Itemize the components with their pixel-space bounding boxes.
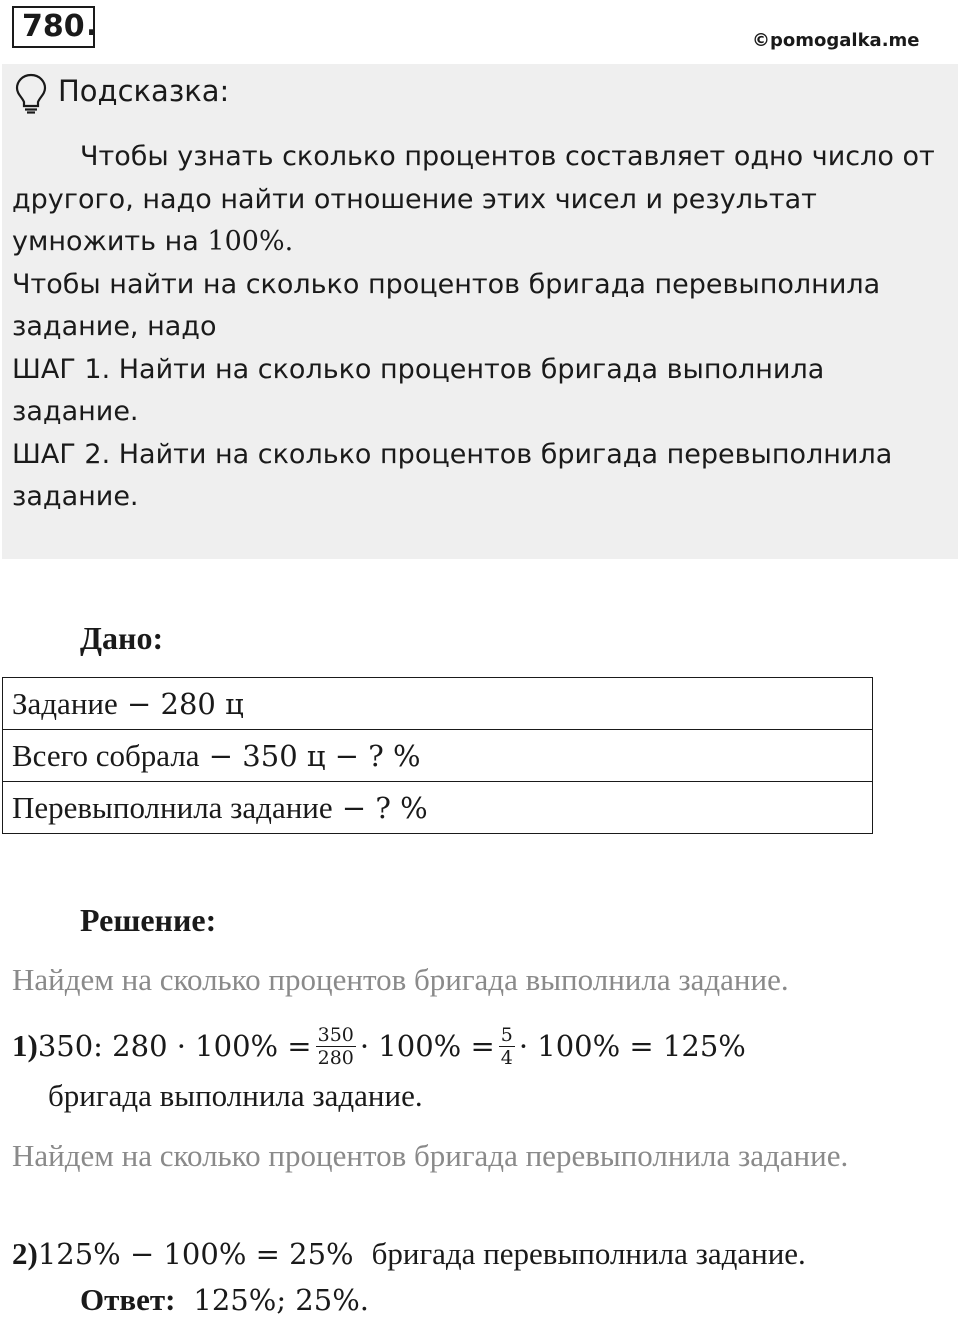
step-1-number: 1) (12, 1028, 38, 1063)
given-row-label: Всего собрала (12, 737, 200, 773)
fraction-numerator: 5 (500, 1023, 513, 1046)
hint-title: Подсказка: (58, 74, 230, 108)
step-1-result: бригада выполнила задание. (48, 1078, 423, 1113)
task-number-dot: . (86, 8, 98, 43)
step-1-note: Найдем на сколько процентов бригада выполнила задание. (12, 962, 789, 997)
hint-step-2-text: Найти на сколько процентов бригада перевыполнила задание. (12, 438, 893, 512)
hint-step-1-label: ШАГ 1. (12, 353, 111, 385)
hint-text (12, 136, 948, 519)
task-number: 780 (12, 6, 95, 48)
answer-value: 125%; 25%. (193, 1283, 369, 1317)
given-row (3, 678, 873, 730)
step-1-expr-end: · 100% = 125% (518, 1029, 746, 1063)
hint-paragraph-1-text: Чтобы узнать сколько процентов составляет одно число от другого, надо найти отношение этих чисел и результат умножить на (12, 141, 935, 257)
solution-title: Решение: (80, 902, 217, 938)
given-table (2, 677, 873, 834)
step-1-expr-start: 350: 280 · 100% = (37, 1029, 312, 1063)
step-2-number: 2) (12, 1236, 38, 1271)
given-cell (3, 782, 873, 834)
step-1-expression (38, 1024, 746, 1069)
given-row-label: Задание (12, 685, 118, 721)
step-1-expr-mid: · 100% = (359, 1029, 495, 1063)
given-cell (3, 730, 873, 782)
given-row (3, 782, 873, 834)
step-2-expression: 125% − 100% = 25% (37, 1237, 354, 1271)
given-row-value: − 350 ц − ? % (199, 738, 421, 773)
hint-step-1-text: Найти на сколько процентов бригада выполнила задание. (12, 353, 825, 427)
fraction-numerator: 350 (317, 1023, 354, 1046)
step-2-note: Найдем на сколько процентов бригада перевыполнила задание. (12, 1138, 849, 1173)
answer-label: Ответ: (80, 1282, 176, 1317)
fraction-denominator: 4 (500, 1046, 513, 1069)
given-row (3, 730, 873, 782)
answer-line (80, 1282, 369, 1318)
step-1-line (12, 1018, 746, 1074)
hint-step-1 (12, 349, 948, 434)
step-2-result: бригада перевыполнила задание. (371, 1236, 806, 1271)
given-cell (3, 678, 873, 730)
fraction-350-280 (316, 1024, 356, 1069)
site-watermark[interactable]: ©pomogalka.me (752, 30, 920, 51)
given-title: Дано: (80, 620, 164, 656)
hint-step-2 (12, 434, 948, 519)
given-row-value: − ? % (332, 790, 428, 825)
given-row-label: Перевыполнила задание (12, 789, 333, 825)
hint-paragraph-1 (12, 136, 948, 264)
hint-step-2-label: ШАГ 2. (12, 438, 111, 470)
given-row-value: − 280 ц (117, 686, 244, 721)
hint-paragraph-1-value: 100%. (207, 226, 294, 257)
step-2-line (12, 1236, 806, 1272)
hint-paragraph-2: Чтобы найти на сколько процентов бригада перевыполнила задание, надо (12, 268, 881, 342)
lightbulb-icon (14, 72, 48, 116)
fraction-5-4 (499, 1024, 515, 1069)
fraction-denominator: 280 (317, 1046, 354, 1069)
